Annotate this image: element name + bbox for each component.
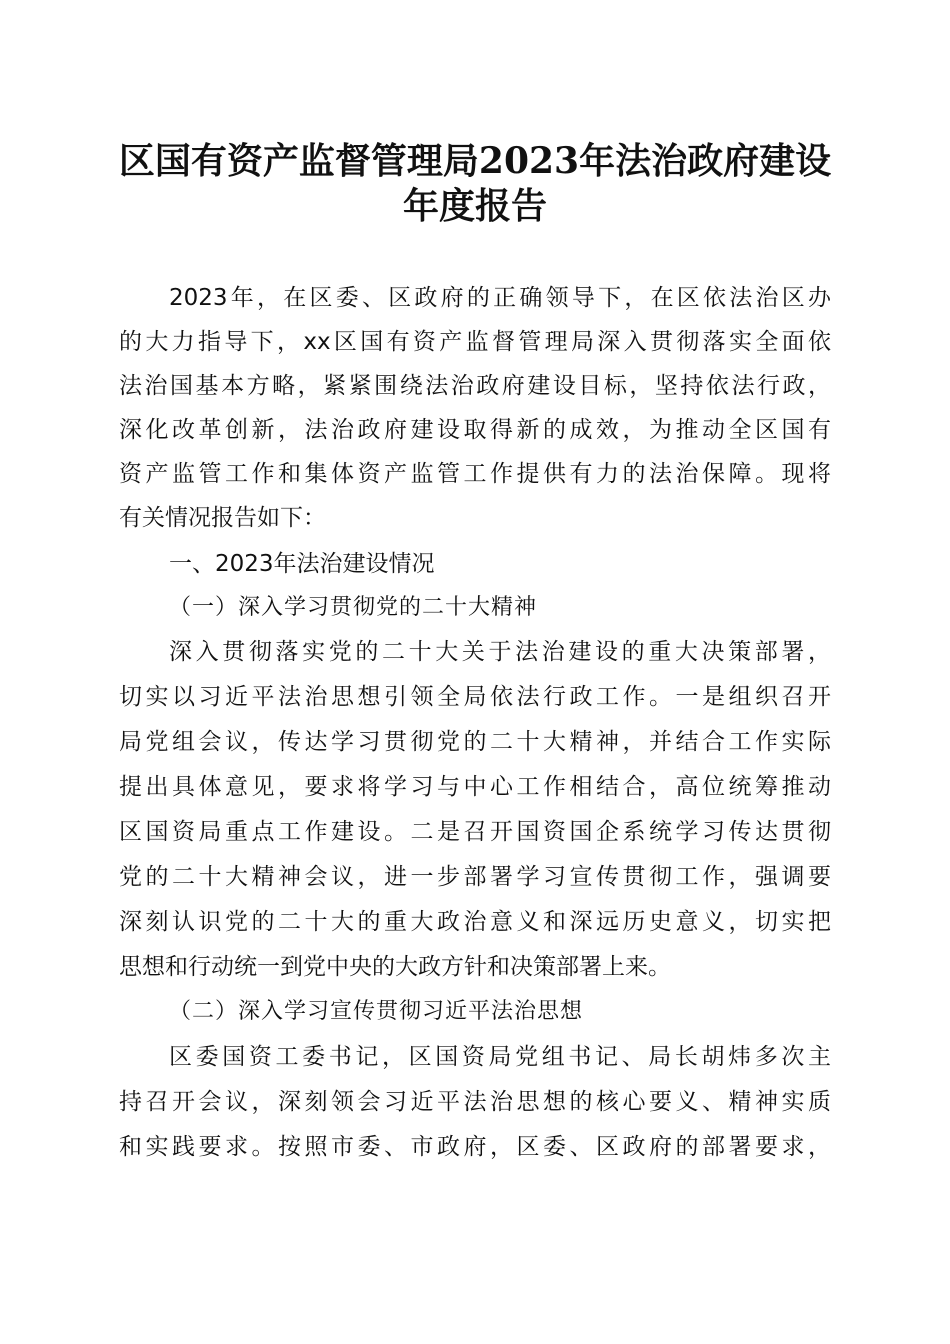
paragraph-2-line: 提出具体意见，要求将学习与中心工作相结合，高位统筹推动 [119, 774, 831, 800]
section-heading-1: 一、2023年法治建设情况 [169, 551, 435, 577]
paragraph-2-line: 思想和行动统一到党中央的大政方针和决策部署上来。 [119, 954, 671, 980]
paragraph-2-line: 党的二十大精神会议，进一步部署学习宣传贯彻工作，强调要 [119, 864, 831, 890]
paragraph-2-line: 深刻认识党的二十大的重大政治意义和深远历史意义，切实把 [119, 909, 831, 935]
paragraph-1-line: 2023年，在区委、区政府的正确领导下，在区依法治区办 [169, 285, 831, 311]
paragraph-1-line: 的大力指导下，xx区国有资产监督管理局深入贯彻落实全面依 [119, 329, 831, 355]
paragraph-2-line: 区国资局重点工作建设。二是召开国资国企系统学习传达贯彻 [119, 819, 831, 845]
paragraph-1-line: 资产监管工作和集体资产监管工作提供有力的法治保障。现将 [119, 461, 831, 487]
document-title-line-1: 区国有资产监督管理局2023年法治政府建设 [118, 140, 832, 182]
paragraph-3-line: 持召开会议，深刻领会习近平法治思想的核心要义、精神实质 [119, 1089, 831, 1115]
paragraph-2-line: 局党组会议，传达学习贯彻党的二十大精神，并结合工作实际 [119, 729, 831, 755]
paragraph-1-line: 深化改革创新，法治政府建设取得新的成效，为推动全区国有 [119, 417, 831, 443]
paragraph-3-line: 和实践要求。按照市委、市政府，区委、区政府的部署要求， [119, 1134, 831, 1160]
subsection-heading-2: （二）深入学习宣传贯彻习近平法治思想 [169, 999, 584, 1024]
paragraph-1-line: 法治国基本方略，紧紧围绕法治政府建设目标，坚持依法行政， [119, 373, 831, 399]
document-title-line-2: 年度报告 [402, 185, 547, 227]
paragraph-1-line: 有关情况报告如下： [119, 505, 326, 531]
subsection-heading-1: （一）深入学习贯彻党的二十大精神 [169, 595, 538, 620]
paragraph-2-line: 深入贯彻落实党的二十大关于法治建设的重大决策部署， [169, 639, 831, 665]
paragraph-3-line: 区委国资工委书记，区国资局党组书记、局长胡炜多次主 [169, 1044, 831, 1070]
paragraph-2-line: 切实以习近平法治思想引领全局依法行政工作。一是组织召开 [119, 684, 831, 710]
